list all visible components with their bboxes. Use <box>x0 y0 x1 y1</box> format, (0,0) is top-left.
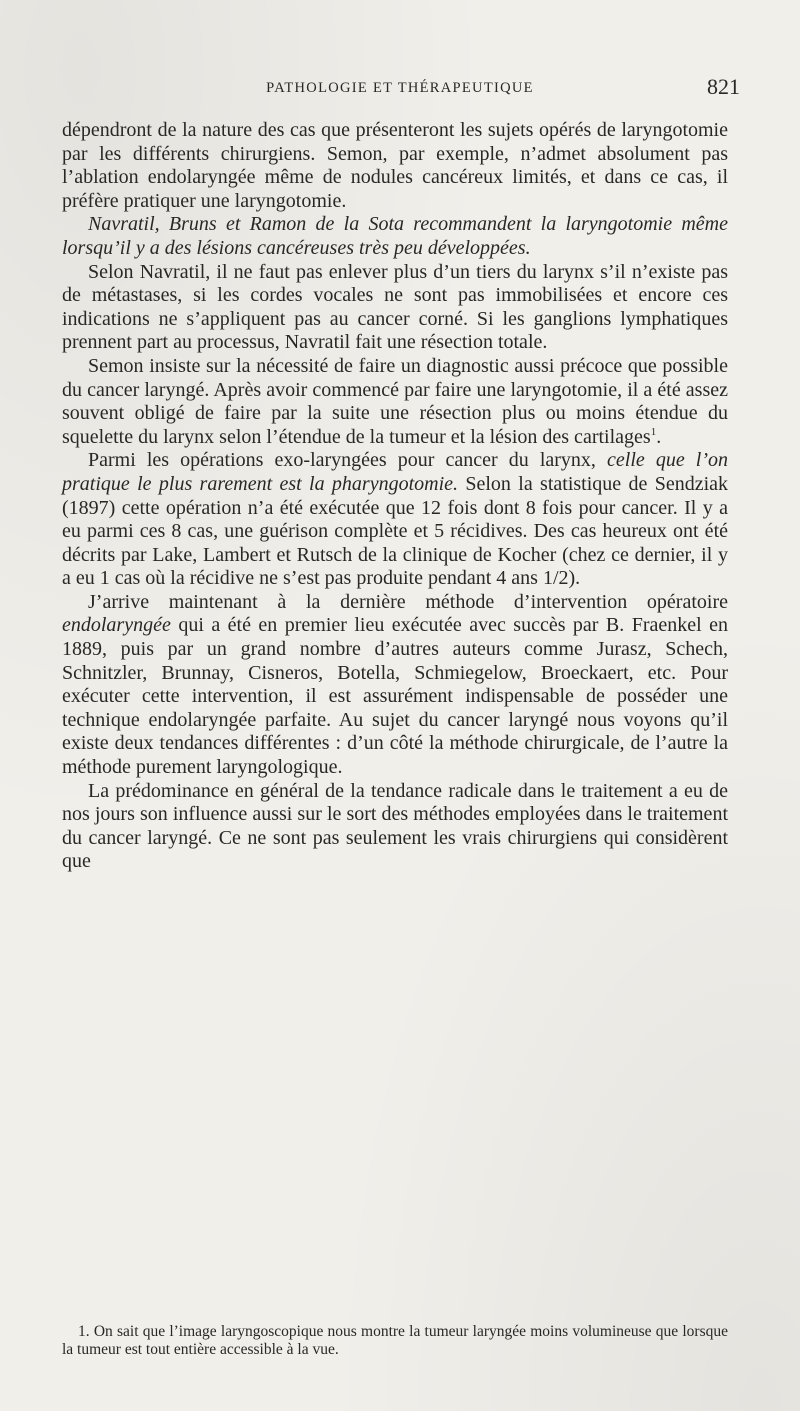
paragraph-2: Navratil, Bruns et Ramon de la Sota recommandent la laryngotomie même lorsqu’il y a des lésions cancéreuses très peu développées. <box>62 213 728 259</box>
paragraph-6-italic: endolaryngée <box>62 614 171 637</box>
running-header <box>60 74 740 104</box>
paragraph-5-lead: Parmi les opérations exo-laryngées pour cancer du larynx, <box>88 449 596 472</box>
paragraph-4 <box>62 355 728 449</box>
paragraph-3: Selon Navratil, il ne faut pas enlever plus d’un tiers du larynx s’il n’existe pas de métastases, si les cordes vocales ne sont pas immobilisées et encore ces indications ne s’appliquent pas au cancer corné. Si les ganglions lymphatiques prennent part au processus, Navratil fait une résection totale. <box>62 260 728 354</box>
body-text <box>62 119 728 874</box>
footnote-text: On sait que l’image laryngoscopique nous montre la tumeur laryngée moins volumineuse que lorsque la tumeur est tout entière accessible à la vue. <box>62 1323 728 1358</box>
paragraph-5-italic: celle que l’on pratique le plus rarement est la pharyngotomie. <box>62 449 729 495</box>
paragraph-7: La prédominance en général de la tendance radicale dans le traitement a eu de nos jours son influence aussi sur le sort des méthodes employées dans le traitement du cancer laryngé. Ce ne sont pas seulement les vrais chirurgiens qui considèrent que <box>62 779 728 873</box>
paragraph-6-lead: J’arrive maintenant à la dernière méthode d’intervention opératoire <box>88 590 728 613</box>
footnote-line <box>62 1323 728 1359</box>
running-title: PATHOLOGIE ET THÉRAPEUTIQUE <box>266 80 534 96</box>
paragraph-4-text: Semon insiste sur la nécessité de faire un diagnostic aussi précoce que possible du cancer laryngé. Après avoir commencé par faire une laryngotomie, il a été assez souvent obligé de faire par la suite une résection plus ou moins étendue du squelette du larynx selon l’étendue de la tumeur et la lésion des cartilages <box>62 354 728 448</box>
page-number: 821 <box>707 74 740 99</box>
footnote-marker: 1. <box>78 1323 90 1340</box>
paragraph-5 <box>62 449 728 591</box>
paragraph-6 <box>62 591 728 780</box>
footnote <box>62 1323 728 1359</box>
paragraph-1: dépendront de la nature des cas que présenteront les sujets opérés de laryngotomie par les différents chirurgiens. Semon, par exemple, n’admet absolument pas l’ablation endolaryngée même de nodules cancéreux limités, et dans ce cas, il préfère pratiquer une laryngotomie. <box>62 119 728 212</box>
paragraph-6-text: qui a été en premier lieu exécutée avec succès par B. Fraenkel en 1889, puis par un grand nombre d’autres auteurs comme Jurasz, Schech, Schnitzler, Brunnay, Cisneros, Botella, Schmiegelow, Broeckaert, etc. Pour exécuter cette intervention, il est assurément indispensable de posséder une technique endolaryngée parfaite. Au sujet du cancer laryngé nous voyons qu’il existe deux tendances différentes : d’un côté la méthode chirurgicale, de l’autre la méthode purement laryngologique. <box>62 614 728 779</box>
paragraph-5-text: Selon la statistique de Sendziak (1897) cette opération n’a été exécutée que 12 fois dont 8 fois pour cancer. Il y a eu parmi ces 8 cas, une guérison complète et 5 récidives. Des cas heureux ont été décrits par Lake, Lambert et Rutsch de la clinique de Kocher (chez ce dernier, il y a eu 1 cas où la récidive ne s’est pas produite pendant 4 ans 1/2). <box>62 472 729 590</box>
footnote-reference[interactable]: 1 <box>650 425 657 438</box>
paragraph-4-tail: . <box>656 425 662 448</box>
